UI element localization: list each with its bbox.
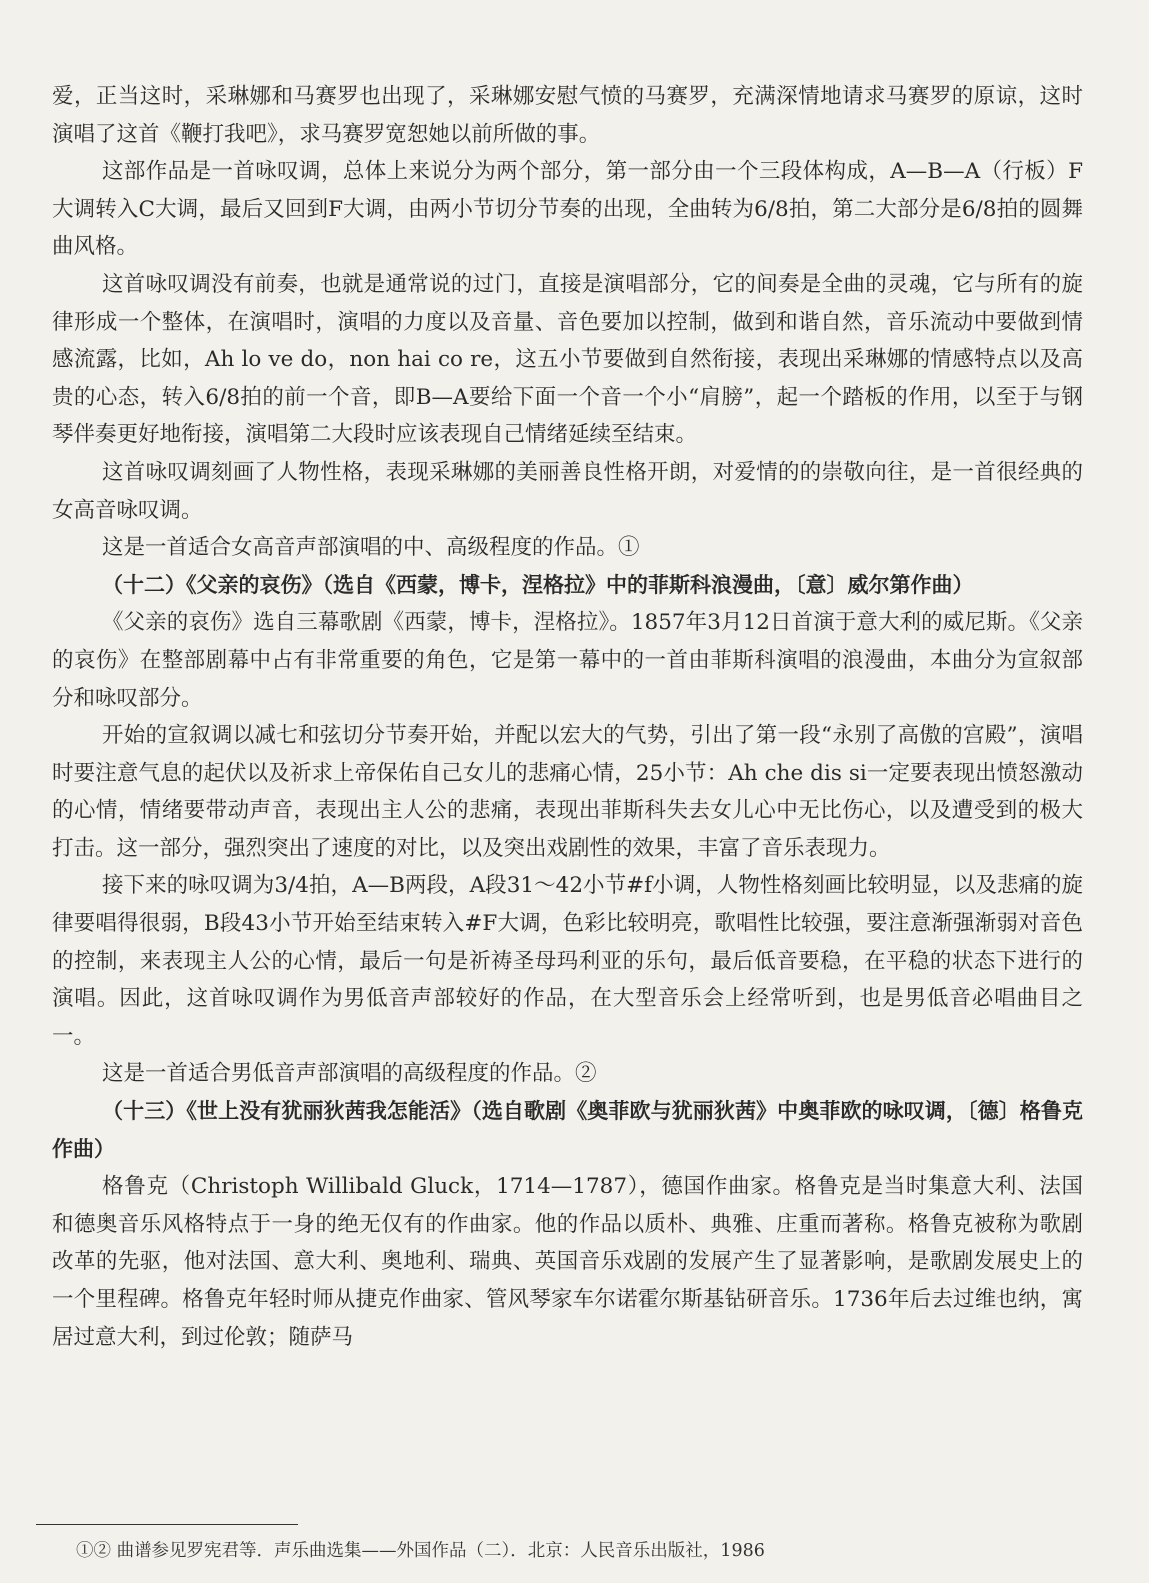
paragraph: 这部作品是一首咏叹调，总体上来说分为两个部分，第一部分由一个三段体构成，A—B—A（行板）F大调转入C大调，最后又回到F大调，由两小节切分节奏的出现，全曲转为6/8拍，第二大部分是6/8拍的圆舞曲风格。 [52, 159, 1083, 260]
paragraph: 开始的宣叙调以减七和弦切分节奏开始，并配以宏大的气势，引出了第一段“永别了高傲的宫殿”，演唱时要注意气息的起伏以及祈求上帝保佑自己女儿的悲痛心情，25小节：Ah che dis si一定要表现出愤怒激动的心情，情绪要带动声音，表现出主人公的悲痛，表现出菲斯科失去女儿心中无比伤心，以及遭受到的极大打击。这一部分，强烈突出了速度的对比，以及突出戏剧性的效果，丰富了音乐表现力。 [52, 723, 1083, 861]
footnote-divider [36, 1524, 298, 1525]
footnote: ①② 曲谱参见罗宪君等．声乐曲选集——外国作品（二）．北京：人民音乐出版社，1986 [76, 1541, 765, 1561]
paragraph: 这是一首适合女高音声部演唱的中、高级程度的作品。① [102, 535, 640, 561]
section-heading: （十二）《父亲的哀伤》（选自《西蒙，博卡，涅格拉》中的菲斯科浪漫曲，〔意〕威尔第作曲） [102, 572, 974, 597]
paragraph: 这是一首适合男低音声部演唱的高级程度的作品。② [102, 1061, 597, 1087]
paragraph: 这首咏叹调刻画了人物性格，表现采琳娜的美丽善良性格开朗，对爱情的的崇敬向往，是一首很经典的女高音咏叹调。 [52, 459, 1083, 523]
paragraph: 爱，正当这时，采琳娜和马赛罗也出现了，采琳娜安慰气愤的马赛罗，充满深情地请求马赛罗的原谅，这时演唱了这首《鞭打我吧》，求马赛罗宽恕她以前所做的事。 [52, 84, 1083, 147]
paragraph: 《父亲的哀伤》选自三幕歌剧《西蒙，博卡，涅格拉》。1857年3月12日首演于意大利的威尼斯。《父亲的哀伤》在整部剧幕中占有非常重要的角色，它是第一幕中的一首由菲斯科演唱的浪漫曲，本曲分为宣叙部分和咏叹部分。 [52, 610, 1083, 711]
paragraph: 接下来的咏叹调为3/4拍，A—B两段，A段31～42小节#f小调，人物性格刻画比较明显，以及悲痛的旋律要唱得很弱，B段43小节开始至结束转入#F大调，色彩比较明亮，歌唱性比较强，要注意渐强渐弱对音色的控制，来表现主人公的心情，最后一句是祈祷圣母玛利亚的乐句，最后低音要稳，在平稳的状态下进行的演唱。因此，这首咏叹调作为男低音声部较好的作品，在大型音乐会上经常听到，也是男低音必唱曲目之一。 [52, 873, 1083, 1049]
page-body [52, 78, 1083, 1356]
paragraph: 格鲁克（Christoph Willibald Gluck，1714—1787），德国作曲家。格鲁克是当时集意大利、法国和德奥音乐风格特点于一身的绝无仅有的作曲家。他的作品以质朴、典雅、庄重而著称。格鲁克被称为歌剧改革的先驱，他对法国、意大利、奥地利、瑞典、英国音乐戏剧的发展产生了显著影响，是歌剧发展史上的一个里程碑。格鲁克年轻时师从捷克作曲家、管风琴家车尔诺霍尔斯基钻研音乐。1736年后去过维也纳，寓居过意大利，到过伦敦；随萨马 [52, 1174, 1083, 1350]
paragraph: 这首咏叹调没有前奏，也就是通常说的过门，直接是演唱部分，它的间奏是全曲的灵魂，它与所有的旋律形成一个整体，在演唱时，演唱的力度以及音量、音色要加以控制，做到和谐自然，音乐流动中要做到情感流露，比如，Ah lo ve do，non hai co re，这五小节要做到自然衔接，表现出采琳娜的情感特点以及高贵的心态，转入6/8拍的前一个音，即B—A要给下面一个音一个小“肩膀”，起一个踏板的作用，以至于与钢琴伴奏更好地衔接，演唱第二大段时应该表现自己情绪延续至结束。 [52, 271, 1083, 448]
section-heading: （十三）《世上没有犹丽狄茜我怎能活》（选自歌剧《奥菲欧与犹丽狄茜》中奥菲欧的咏叹调，〔德〕格鲁克作曲） [52, 1099, 1083, 1161]
